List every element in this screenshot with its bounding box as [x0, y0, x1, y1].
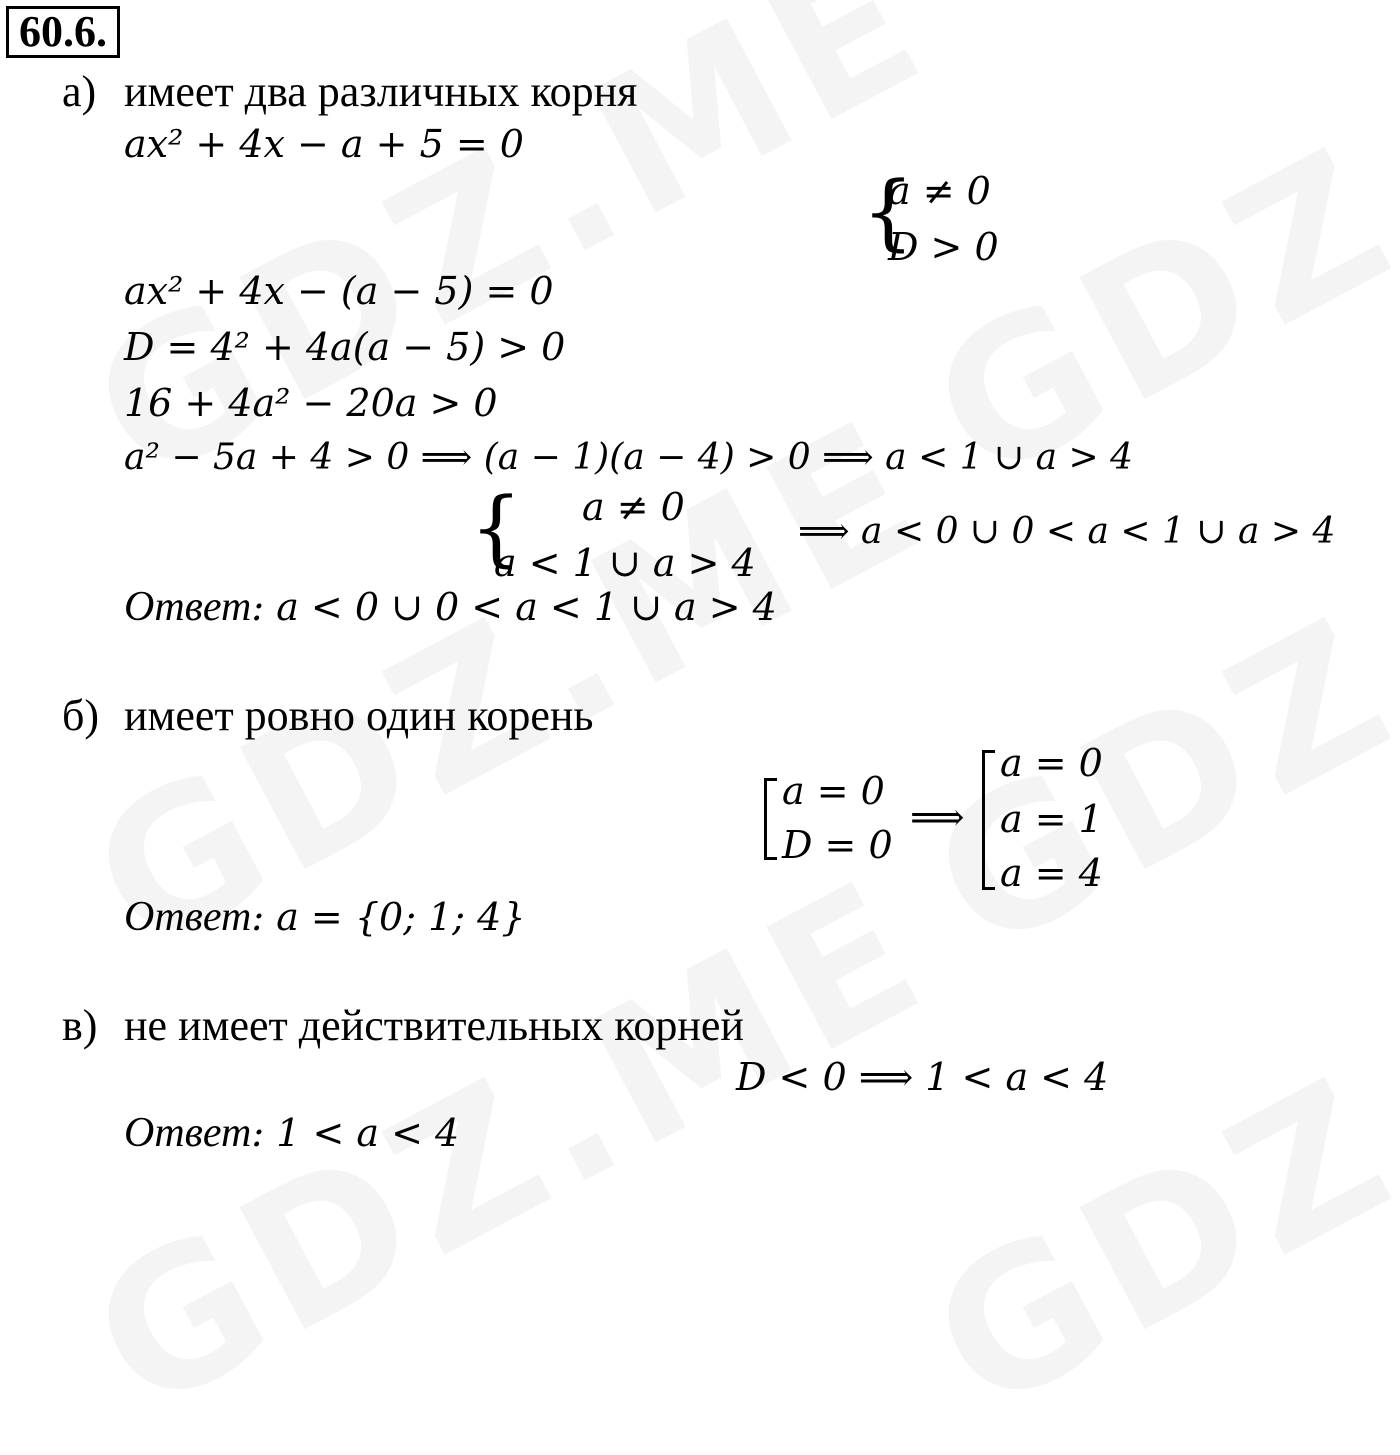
- part-a-step2: D = 4² + 4a(a − 5) > 0: [124, 325, 566, 369]
- part-a-step1: ax² + 4x − (a − 5) = 0: [124, 269, 554, 313]
- part-a-system-brace: {: [862, 165, 915, 260]
- problem-number: 60.6.: [6, 6, 120, 58]
- part-a-answer: : a < 0 ∪ 0 < a < 1 ∪ a > 4: [251, 585, 777, 629]
- part-c-answer-label: Ответ: [124, 1110, 252, 1156]
- part-a-system-line2: D > 0: [888, 225, 999, 269]
- part-a-answer-label: Ответ: [124, 584, 252, 630]
- part-a-system2-line1: a ≠ 0: [582, 485, 685, 529]
- part-b-set-line2: D = 0: [782, 823, 893, 867]
- part-b-arrow: ⟹: [910, 795, 965, 839]
- part-a-condition: имеет два различных корня: [124, 67, 638, 116]
- part-b-result-line3: a = 4: [1000, 851, 1103, 895]
- part-c-answer: : 1 < a < 4: [251, 1111, 460, 1155]
- part-b-condition: имеет ровно один корень: [124, 691, 594, 740]
- part-c-label: в): [62, 1001, 98, 1050]
- part-a-label: а): [62, 67, 97, 116]
- part-b-answer: : a = {0; 1; 4}: [251, 895, 526, 939]
- part-b-result-bracket: [982, 750, 995, 890]
- part-a-system-line1: a ≠ 0: [888, 169, 991, 213]
- part-a-step3: 16 + 4a² − 20a > 0: [124, 381, 498, 425]
- part-c-answer-line: [124, 1112, 459, 1154]
- part-b-label: б): [62, 691, 100, 740]
- part-c-condition: не имеет действительных корней: [124, 1001, 744, 1050]
- part-b-set-bracket: [764, 778, 777, 860]
- part-b-result-line2: a = 1: [1000, 797, 1103, 841]
- watermark-6: [900, 836, 1400, 1455]
- part-a-system2-line2: a < 1 ∪ a > 4: [494, 541, 756, 585]
- part-a-system2-result: ⟹ a < 0 ∪ 0 < a < 1 ∪ a > 4: [798, 511, 1336, 552]
- part-c-solution: D < 0 ⟹ 1 < a < 4: [736, 1055, 1109, 1099]
- part-b-set-line1: a = 0: [782, 769, 885, 813]
- part-a-answer-line: [124, 586, 777, 628]
- part-a-equation: ax² + 4x − a + 5 = 0: [124, 122, 524, 166]
- part-a-step4: a² − 5a + 4 > 0 ⟹ (a − 1)(a − 4) > 0 ⟹ a < 1 ∪ a > 4: [124, 437, 1134, 478]
- part-b-result-line1: a = 0: [1000, 741, 1103, 785]
- part-b-answer-line: [124, 896, 526, 938]
- part-a-system2-brace: {: [470, 481, 523, 576]
- part-b-answer-label: Ответ: [124, 894, 252, 940]
